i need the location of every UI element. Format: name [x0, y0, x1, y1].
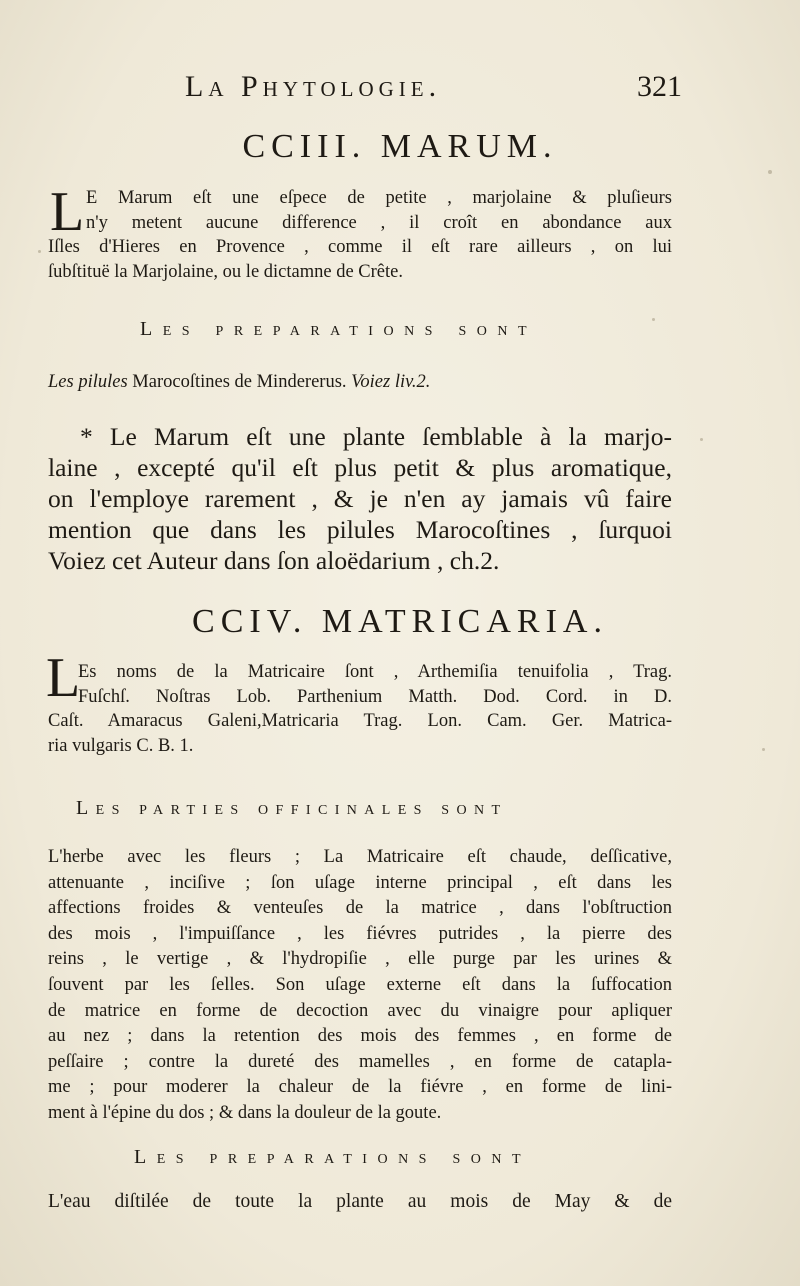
text-line: Voiez cet Auteur dans ſon aloëdarium , ch.2. — [48, 546, 500, 575]
text-line: peſſaire ; contre la dureté des mamelles , en forme de catapla- — [48, 1051, 672, 1072]
section-title-matricaria: CCIV. MATRICARIA. — [192, 603, 608, 640]
text-line: me ; pour moderer la chaleur de la fiévre , en forme de lini- — [48, 1077, 672, 1098]
paper-speck — [762, 748, 765, 751]
text-line: L'herbe avec les fleurs ; La Matricaire eſt chaude, deſſicative, — [48, 847, 672, 867]
text-line: des mois , l'impuiſſance , les fiévres putrides , la pierre des — [48, 923, 672, 944]
preparations-heading-2: Les preparations sont — [134, 1146, 532, 1168]
page-number: 321 — [637, 70, 682, 103]
drop-cap: L — [50, 181, 85, 243]
text-line: au nez ; dans la retention des mois des femmes , en forme de — [48, 1026, 672, 1047]
marum-intro-cont — [48, 235, 672, 284]
page-header — [185, 70, 682, 110]
text-line: ment à l'épine du dos ; & dans la douleur de la goute. — [48, 1102, 442, 1123]
preparation-text: Marocoſtines de Mindererus. — [132, 372, 347, 392]
paper-speck — [38, 250, 41, 253]
text-line: L'eau diſtilée de toute la plante au mois de May & de — [48, 1191, 672, 1212]
paper-speck — [768, 170, 772, 174]
marum-intro — [86, 186, 672, 235]
running-title: La Phytologie. — [185, 70, 442, 103]
text-line: affections froides & venteuſes de la matrice , dans l'obſtruction — [48, 898, 672, 919]
matricaria-names-cont — [48, 709, 672, 758]
text-line: ria vulgaris C. B. 1. — [48, 735, 194, 756]
text-line: Iſles d'Hieres en Provence , comme il eſt rare ailleurs , on lui — [48, 237, 672, 257]
parts-heading: Les parties officinales sont — [76, 797, 508, 819]
text-line: Fuſchſ. Noſtras Lob. Parthenium Matth. Dod. Cord. in D. — [78, 686, 672, 707]
paper-speck — [700, 438, 703, 441]
text-line: ſouvent par les ſelles. Son uſage externe eſt dans la ſuffocation — [48, 974, 672, 995]
matricaria-names — [78, 660, 672, 709]
drop-cap: L — [46, 647, 81, 709]
text-line: n'y metent aucune difference , il croît en abondance aux — [86, 212, 672, 233]
text-line: ſubſtituë la Marjolaine, ou le dictamne de Crête. — [48, 261, 403, 282]
text-line: de matrice en forme de decoction avec du vinaigre pour apliquer — [48, 1000, 672, 1021]
text-line: Caſt. Amaracus Galeni,Matricaria Trag. Lon. Cam. Ger. Matrica- — [48, 711, 672, 731]
text-line: Es noms de la Matricaire ſont , Arthemiſia tenuifolia , Trag. — [78, 662, 672, 682]
preparation-reference: Voiez liv.2. — [351, 372, 431, 392]
preparation-entry — [48, 370, 672, 395]
text-line: on l'employe rarement , & je n'en ay jamais vû faire — [48, 484, 672, 513]
paper-speck — [652, 318, 655, 321]
final-line — [48, 1190, 672, 1215]
marum-note — [48, 421, 672, 576]
text-line: * Le Marum eſt une plante ſemblable à la marjo- — [80, 422, 672, 451]
text-line: attenuante , inciſive ; ſon uſage interne principal , eſt dans les — [48, 872, 672, 893]
preparation-lead: Les pilules — [48, 372, 128, 392]
preparations-heading: Les preparations sont — [140, 318, 538, 340]
text-line: laine , excepté qu'il eſt plus petit & plus aromatique, — [48, 453, 672, 482]
section-title-marum: CCIII. MARUM. — [242, 128, 558, 165]
text-line: reins , le vertige , & l'hydropiſie , elle purge par les urines & — [48, 949, 672, 970]
text-line: E Marum eſt une eſpece de petite , marjolaine & pluſieurs — [86, 188, 672, 208]
matricaria-herb-text — [48, 845, 672, 1127]
text-line: mention que dans les pilules Marocoſtines , ſurquoi — [48, 515, 672, 544]
